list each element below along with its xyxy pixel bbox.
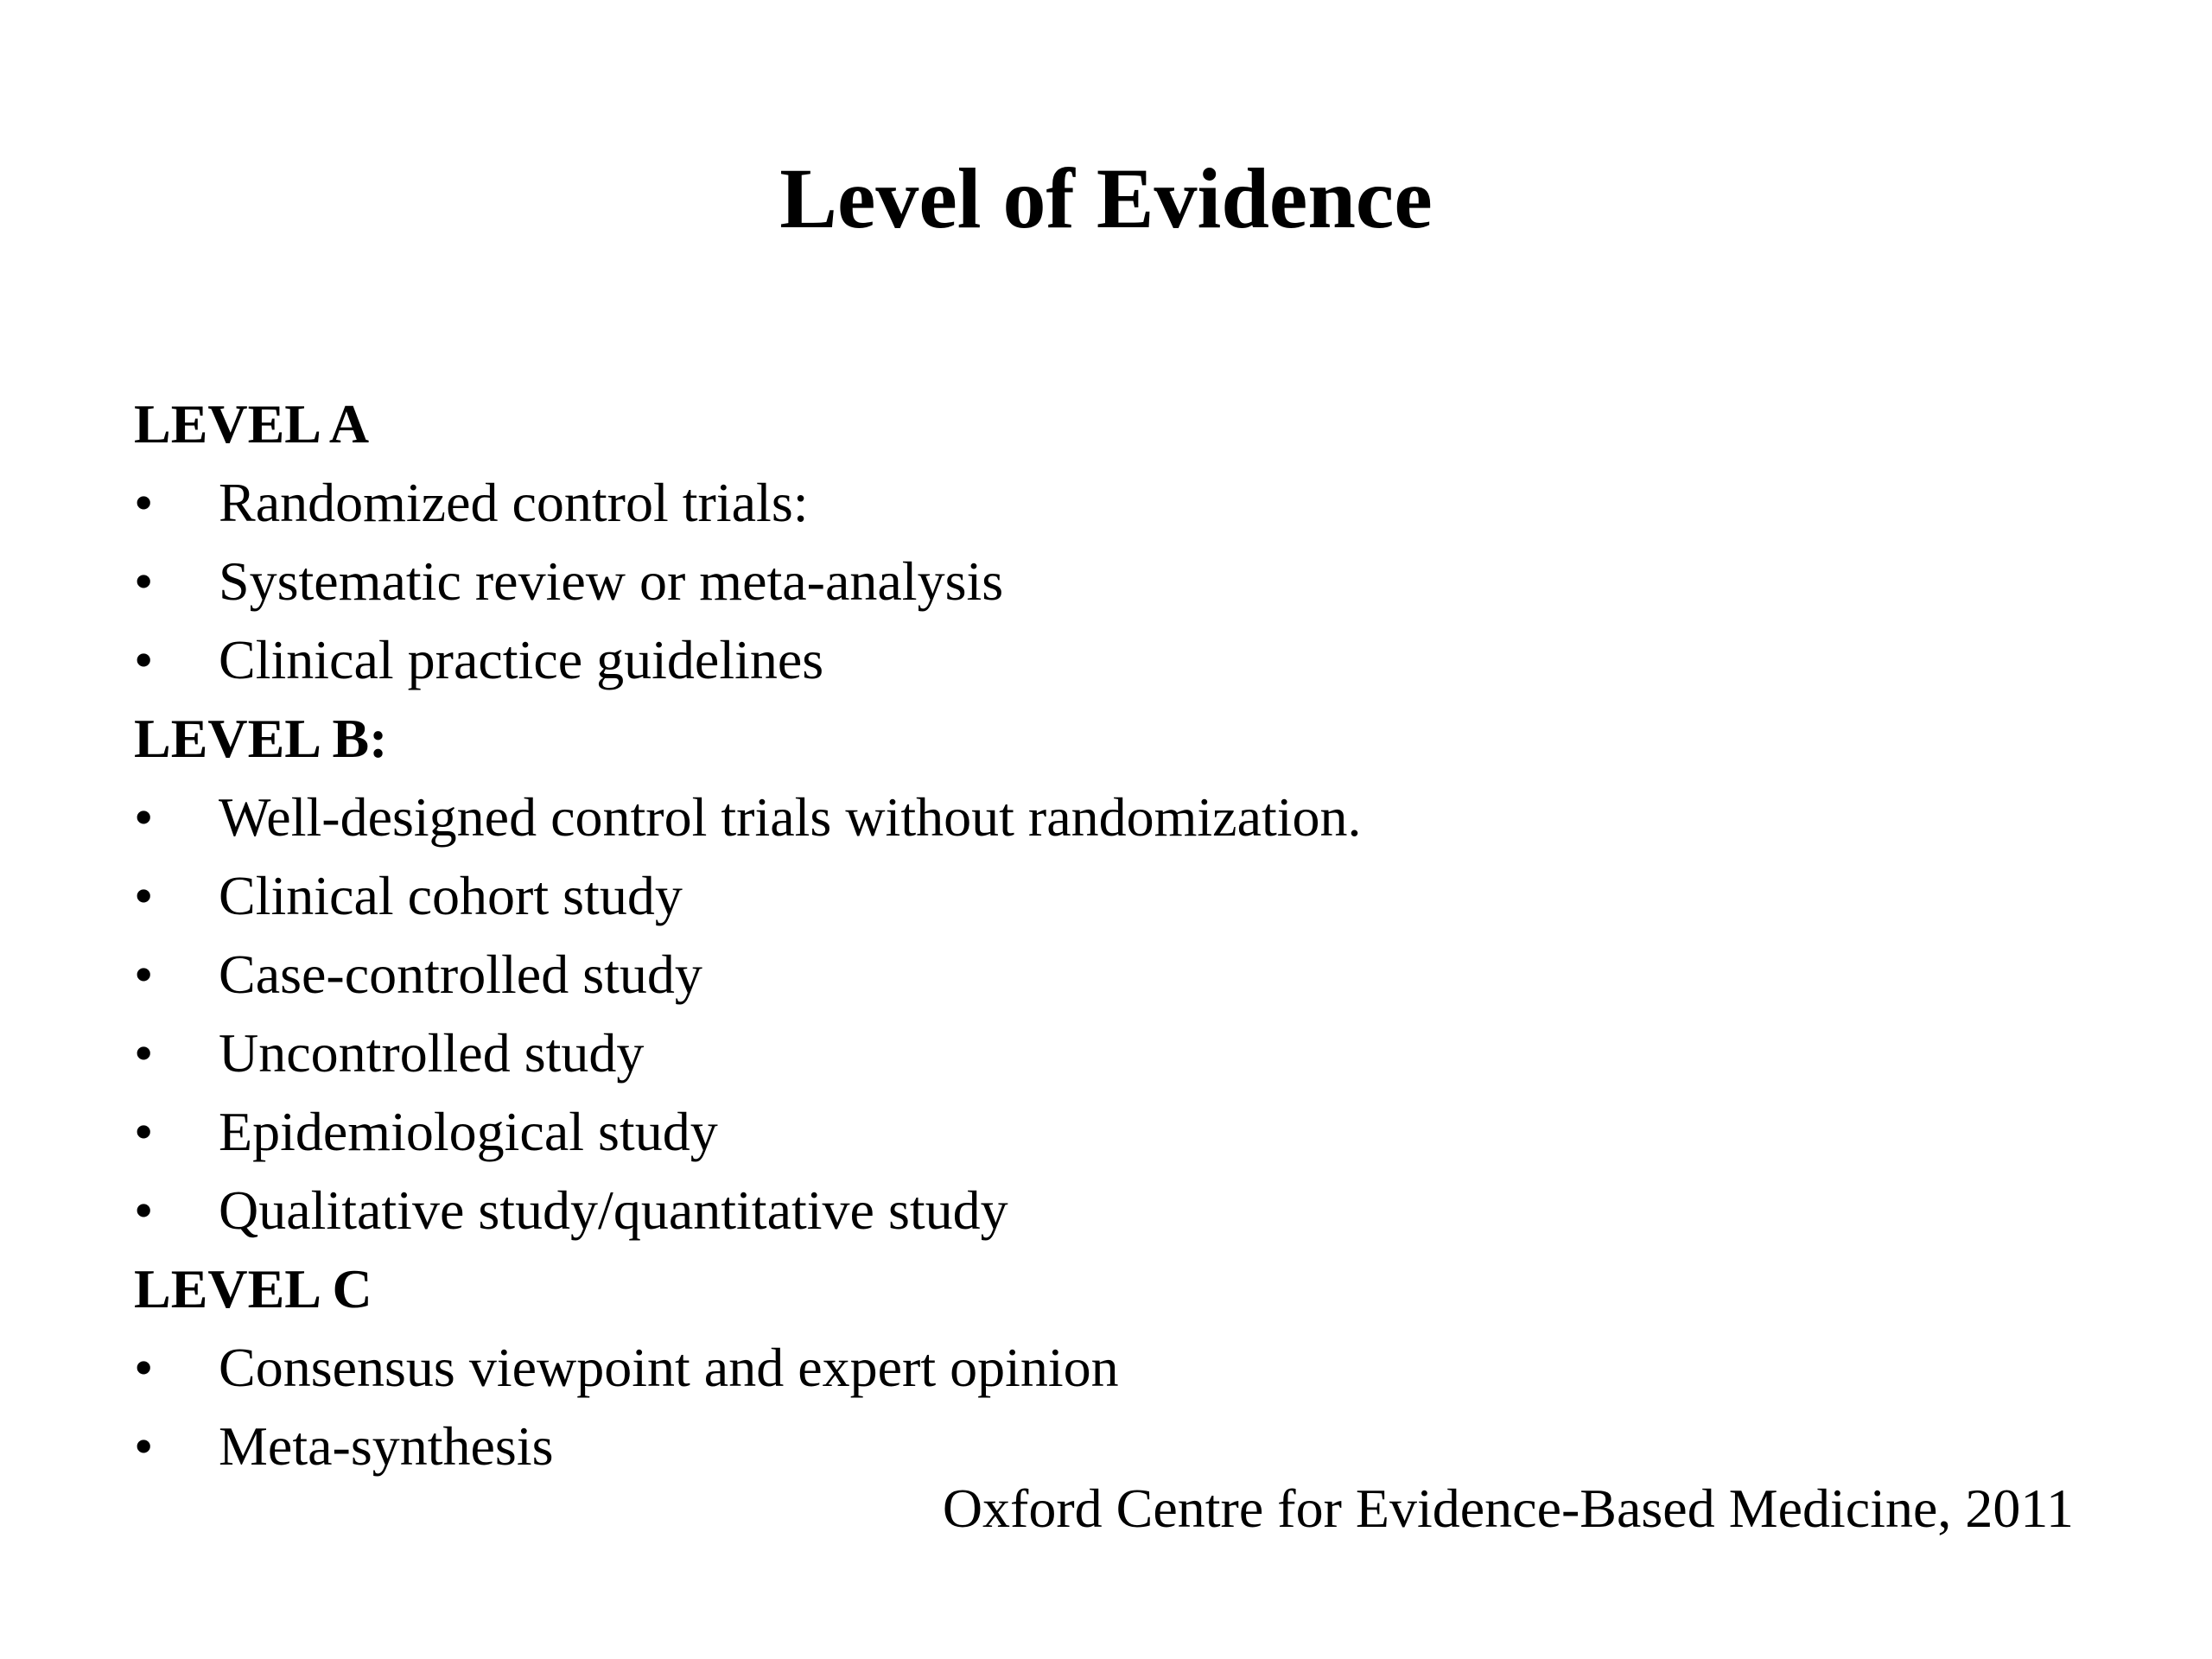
list-item — [134, 542, 2126, 620]
bullet-icon: • — [134, 865, 154, 926]
bullet-icon: • — [134, 550, 154, 612]
section-heading-level-a: LEVEL A — [134, 393, 370, 454]
bullet-icon: • — [134, 1337, 154, 1398]
bullet-text: Clinical practice guidelines — [219, 629, 824, 690]
bullet-icon: • — [134, 1415, 154, 1477]
bullet-icon: • — [134, 629, 154, 690]
list-item — [134, 463, 2126, 542]
bullet-text: Consensus viewpoint and expert opinion — [219, 1337, 1119, 1398]
list-item — [134, 778, 2126, 856]
list-item — [134, 935, 2126, 1014]
section-heading-level-b: LEVEL B: — [134, 708, 388, 769]
attribution-text: Oxford Centre for Evidence-Based Medicine, 2011 — [942, 1478, 2074, 1539]
list-item — [134, 1171, 2126, 1249]
slide-title: Level of Evidence — [779, 150, 1433, 246]
section-heading-level-c: LEVEL C — [134, 1258, 372, 1319]
bullet-text: Epidemiological study — [219, 1101, 718, 1162]
bullet-icon: • — [134, 1101, 154, 1162]
bullet-text: Meta-synthesis — [219, 1415, 554, 1477]
bullet-icon: • — [134, 472, 154, 533]
slide-body — [134, 385, 2126, 1485]
list-item — [134, 1092, 2126, 1171]
bullet-text: Qualitative study/quantitative study — [219, 1179, 1008, 1241]
list-item — [134, 620, 2126, 699]
bullet-icon: • — [134, 1179, 154, 1241]
bullet-text: Randomized control trials: — [219, 472, 809, 533]
bullet-icon: • — [134, 1022, 154, 1084]
list-item — [134, 1328, 2126, 1407]
bullet-text: Case-controlled study — [219, 944, 702, 1005]
bullet-icon: • — [134, 786, 154, 848]
list-item — [134, 1014, 2126, 1092]
bullet-text: Uncontrolled study — [219, 1022, 645, 1084]
list-item — [134, 856, 2126, 935]
bullet-text: Systematic review or meta-analysis — [219, 550, 1004, 612]
bullet-text: Well-designed control trials without randomization. — [219, 786, 1362, 848]
bullet-icon: • — [134, 944, 154, 1005]
bullet-text: Clinical cohort study — [219, 865, 683, 926]
